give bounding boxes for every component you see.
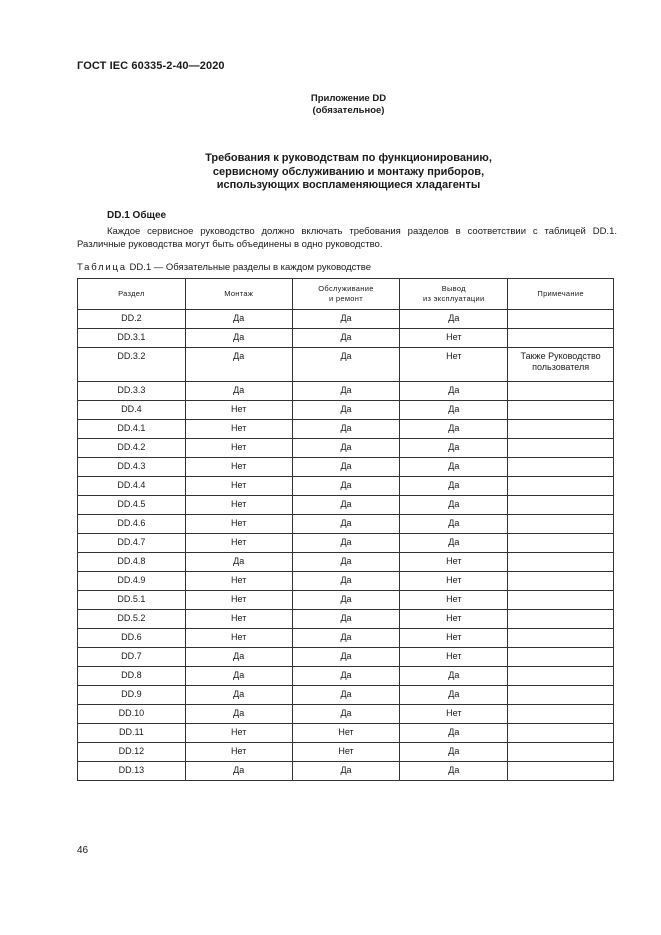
table-cell-decom: Да <box>400 724 508 743</box>
table-cell-service: Нет <box>292 743 400 762</box>
table-cell-note <box>508 382 614 401</box>
section-paragraph-text: Каждое сервисное руководство должно включать требования разделов в соответствии с таблицей DD.1. Различные руководства могут быть объединены в одно руководство. <box>77 226 617 250</box>
table-row <box>78 629 614 648</box>
table-row <box>78 382 614 401</box>
table-cell-service: Да <box>292 534 400 553</box>
table-cell-service: Да <box>292 515 400 534</box>
table-cell-mounting: Нет <box>185 591 292 610</box>
table-cell-decom: Да <box>400 667 508 686</box>
table-cell-decom: Нет <box>400 572 508 591</box>
table-cell-section: DD.13 <box>78 762 186 781</box>
table-cell-note <box>508 762 614 781</box>
table-cell-service: Да <box>292 610 400 629</box>
requirements-title-line: сервисному обслуживанию и монтажу приборов, <box>212 165 485 178</box>
section-heading: DD.1 Общее <box>107 210 167 221</box>
table-cell-service: Да <box>292 667 400 686</box>
table-row <box>78 743 614 762</box>
table-cell-section: DD.4.3 <box>78 458 186 477</box>
table-cell-mounting: Нет <box>185 534 292 553</box>
table-cell-service: Да <box>292 382 400 401</box>
table-cell-service: Да <box>292 496 400 515</box>
table-cell-service: Да <box>292 572 400 591</box>
table-cell-mounting: Да <box>185 382 292 401</box>
requirements-table <box>77 278 614 781</box>
table-cell-decom: Да <box>400 439 508 458</box>
table-cell-mounting: Нет <box>185 724 292 743</box>
page-number: 46 <box>77 845 89 856</box>
table-cell-note <box>508 705 614 724</box>
table-cell-mounting: Нет <box>185 477 292 496</box>
table-row <box>78 439 614 458</box>
table-cell-decom: Нет <box>400 705 508 724</box>
table-cell-note <box>508 477 614 496</box>
table-row <box>78 329 614 348</box>
table-cell-section: DD.4.8 <box>78 553 186 572</box>
table-cell-mounting: Да <box>185 705 292 724</box>
table-cell-section: DD.4 <box>78 401 186 420</box>
table-cell-service: Да <box>292 420 400 439</box>
table-row <box>78 310 614 329</box>
table-row <box>78 515 614 534</box>
table-cell-section: DD.4.4 <box>78 477 186 496</box>
table-cell-decom: Нет <box>400 591 508 610</box>
table-cell-service: Да <box>292 591 400 610</box>
table-cell-decom: Нет <box>400 348 508 382</box>
header-service-line: Обслуживание <box>318 284 374 293</box>
table-cell-service: Да <box>292 329 400 348</box>
table-cell-section: DD.6 <box>78 629 186 648</box>
table-row <box>78 496 614 515</box>
table-row <box>78 610 614 629</box>
header-decommission-line: из эксплуатации <box>423 294 485 303</box>
table-cell-section: DD.4.5 <box>78 496 186 515</box>
table-cell-service: Да <box>292 762 400 781</box>
table-cell-mounting: Да <box>185 762 292 781</box>
header-mounting: Монтаж <box>185 279 292 310</box>
table-cell-mounting: Нет <box>185 401 292 420</box>
table-cell-service: Да <box>292 686 400 705</box>
table-cell-note <box>508 534 614 553</box>
table-row <box>78 686 614 705</box>
table-cell-service: Да <box>292 458 400 477</box>
table-cell-decom: Да <box>400 686 508 705</box>
table-cell-decom: Да <box>400 382 508 401</box>
table-caption-word: Таблица <box>77 262 127 273</box>
appendix-title: Приложение DD <box>310 93 387 104</box>
header-section: Раздел <box>78 279 186 310</box>
requirements-title-line: использующих воспламеняющиеся хладагенты <box>216 179 481 191</box>
table-cell-mounting: Нет <box>185 458 292 477</box>
table-cell-section: DD.4.2 <box>78 439 186 458</box>
requirements-title-line: Требования к руководствам по функционированию, <box>205 152 492 164</box>
table-row <box>78 572 614 591</box>
table-cell-mounting: Нет <box>185 420 292 439</box>
table-cell-section: DD.3.1 <box>78 329 186 348</box>
table-cell-decom: Да <box>400 310 508 329</box>
table-cell-mounting: Нет <box>185 439 292 458</box>
table-cell-note <box>508 629 614 648</box>
table-cell-section: DD.11 <box>78 724 186 743</box>
table-cell-section: DD.10 <box>78 705 186 724</box>
table-cell-mounting: Нет <box>185 743 292 762</box>
table-row <box>78 762 614 781</box>
table-cell-section: DD.12 <box>78 743 186 762</box>
table-caption-text: DD.1 — Обязательные разделы в каждом руководстве <box>126 262 371 273</box>
table-cell-section: DD.5.2 <box>78 610 186 629</box>
table-cell-note <box>508 667 614 686</box>
header-decommission-line: Вывод <box>441 284 466 293</box>
table-row <box>78 724 614 743</box>
appendix-heading <box>0 93 661 117</box>
table-cell-mounting: Да <box>185 648 292 667</box>
table-row <box>78 705 614 724</box>
table-cell-mounting: Да <box>185 348 292 382</box>
table-caption <box>77 262 371 273</box>
header-service-line: и ремонт <box>329 294 363 303</box>
table-cell-service: Да <box>292 310 400 329</box>
table-cell-note <box>508 572 614 591</box>
table-row <box>78 477 614 496</box>
table-cell-service: Да <box>292 648 400 667</box>
table-cell-mounting: Да <box>185 329 292 348</box>
table-cell-decom: Да <box>400 458 508 477</box>
table-cell-service: Да <box>292 401 400 420</box>
table-body <box>78 310 614 781</box>
table-cell-mounting: Да <box>185 667 292 686</box>
table-cell-note <box>508 648 614 667</box>
table-row <box>78 534 614 553</box>
table-cell-note <box>508 439 614 458</box>
table-cell-mounting: Нет <box>185 515 292 534</box>
table-cell-decom: Да <box>400 515 508 534</box>
table-cell-mounting: Нет <box>185 629 292 648</box>
header-decommission <box>400 279 508 310</box>
table-cell-mounting: Да <box>185 686 292 705</box>
table-cell-note <box>508 420 614 439</box>
table-cell-service: Да <box>292 477 400 496</box>
table-row <box>78 648 614 667</box>
table-cell-note <box>508 401 614 420</box>
table-cell-decom: Да <box>400 401 508 420</box>
table-cell-section: DD.4.7 <box>78 534 186 553</box>
header-service <box>292 279 400 310</box>
table-cell-mounting: Нет <box>185 610 292 629</box>
table-cell-mounting: Нет <box>185 572 292 591</box>
table-cell-section: DD.4.6 <box>78 515 186 534</box>
table-cell-note <box>508 515 614 534</box>
table-cell-note <box>508 496 614 515</box>
table-cell-section: DD.3.2 <box>78 348 186 382</box>
table-cell-section: DD.4.9 <box>78 572 186 591</box>
table-cell-section: DD.4.1 <box>78 420 186 439</box>
table-row <box>78 667 614 686</box>
table-cell-note <box>508 724 614 743</box>
table-cell-decom: Да <box>400 743 508 762</box>
table-cell-decom: Нет <box>400 648 508 667</box>
table-header-row <box>78 279 614 310</box>
table-cell-section: DD.2 <box>78 310 186 329</box>
table-cell-decom: Нет <box>400 629 508 648</box>
document-code: ГОСТ IEC 60335-2-40—2020 <box>77 60 225 72</box>
appendix-subtitle: (обязательное) <box>312 105 385 116</box>
table-cell-decom: Нет <box>400 329 508 348</box>
table-cell-note <box>508 610 614 629</box>
table-cell-decom: Нет <box>400 553 508 572</box>
table-cell-service: Нет <box>292 724 400 743</box>
table-cell-mounting: Да <box>185 553 292 572</box>
table-cell-section: DD.7 <box>78 648 186 667</box>
table-cell-service: Да <box>292 439 400 458</box>
table-row <box>78 401 614 420</box>
table-row <box>78 458 614 477</box>
table-cell-note <box>508 458 614 477</box>
table-cell-service: Да <box>292 553 400 572</box>
table-cell-service: Да <box>292 705 400 724</box>
table-cell-decom: Да <box>400 496 508 515</box>
table-cell-decom: Да <box>400 477 508 496</box>
table-cell-mounting: Да <box>185 310 292 329</box>
table-cell-note: Также Руководство пользователя <box>508 348 614 382</box>
table-cell-decom: Да <box>400 534 508 553</box>
table-cell-section: DD.9 <box>78 686 186 705</box>
requirements-title <box>0 152 661 193</box>
table-cell-note <box>508 329 614 348</box>
table-cell-mounting: Нет <box>185 496 292 515</box>
section-paragraph <box>77 225 617 251</box>
table-row <box>78 553 614 572</box>
table-cell-decom: Да <box>400 420 508 439</box>
table-cell-decom: Да <box>400 762 508 781</box>
table-cell-note <box>508 743 614 762</box>
table-cell-note <box>508 553 614 572</box>
table-cell-note <box>508 310 614 329</box>
table-row <box>78 420 614 439</box>
table-cell-note <box>508 591 614 610</box>
table-cell-section: DD.3.3 <box>78 382 186 401</box>
table-cell-note <box>508 686 614 705</box>
table-cell-service: Да <box>292 629 400 648</box>
header-note: Примечание <box>508 279 614 310</box>
table-row <box>78 348 614 382</box>
table-row <box>78 591 614 610</box>
table-cell-decom: Нет <box>400 610 508 629</box>
table-cell-section: DD.5.1 <box>78 591 186 610</box>
table-cell-service: Да <box>292 348 400 382</box>
table-cell-section: DD.8 <box>78 667 186 686</box>
